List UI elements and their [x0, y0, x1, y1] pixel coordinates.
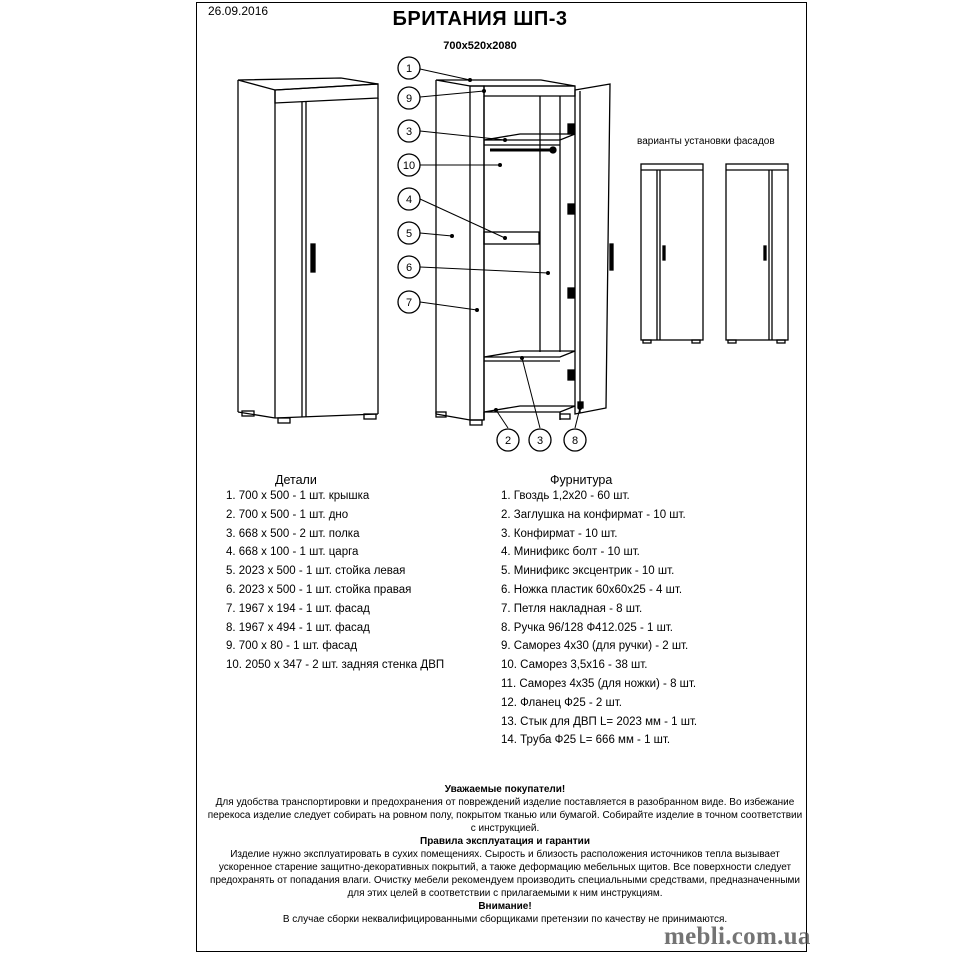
list-item: 4. 668 х 100 - 1 шт. царга [226, 546, 359, 559]
notes-heading-rules: Правила эксплуатация и гарантии [420, 836, 590, 847]
list-item: 10. Саморез 3,5х16 - 38 шт. [501, 659, 648, 672]
list-item: 3. 668 х 500 - 2 шт. полка [226, 527, 360, 540]
product-dimensions: 700х520х2080 [443, 40, 517, 52]
facade-variants-caption: варианты установки фасадов [637, 136, 775, 147]
open-wardrobe-illustration [436, 80, 613, 425]
svg-text:4: 4 [405, 194, 413, 206]
closed-wardrobe-illustration [238, 78, 378, 423]
customer-notes [205, 783, 805, 926]
watermark: mebli.com.ua [664, 923, 811, 950]
document-date: 26.09.2016 [208, 4, 269, 18]
list-item: 11. Саморез 4х35 (для ножки) - 8 шт. [501, 677, 697, 690]
svg-text:8: 8 [571, 435, 579, 447]
details-list [226, 487, 444, 675]
svg-text:2: 2 [504, 435, 512, 447]
svg-text:3: 3 [405, 126, 413, 138]
callout-3-bottom [529, 429, 551, 451]
facade-variant-left-narrow [726, 164, 788, 343]
list-item: 4. Минификс болт - 10 шт. [501, 546, 640, 559]
svg-text:10: 10 [402, 160, 416, 172]
list-item: 10. 2050 х 347 - 2 шт. задняя стенка ДВП [226, 659, 445, 672]
list-item: 8. Ручка 96/128 Ф412.025 - 1 шт. [501, 621, 673, 634]
list-item: 12. Фланец Ф25 - 2 шт. [501, 696, 622, 709]
list-item: 6. Ножка пластик 60х60х25 - 4 шт. [501, 583, 683, 596]
list-item: 5. Минификс эксцентрик - 10 шт. [501, 565, 675, 578]
callout-6 [398, 256, 420, 278]
assembly-drawing [0, 0, 960, 470]
notes-heading-attention: Внимание! [478, 901, 532, 912]
callout-7 [398, 291, 420, 313]
callout-3-top [398, 120, 420, 142]
callout-1 [398, 57, 420, 79]
details-title: Детали [275, 473, 317, 487]
svg-text:7: 7 [405, 297, 413, 309]
hardware-title: Фурнитура [550, 473, 613, 487]
list-item: 9. 700 х 80 - 1 шт. фасад [226, 640, 358, 653]
notes-paragraph-assembly: Для удобства транспортировки и предохранения от повреждений изделие поставляется в разобранном виде. Во избежание перекоса изделие следует собирать на ровном полу, покрытом тканью или бумагой. Собирайте изделие в точном соответствии с инструкцией. [207, 797, 803, 834]
svg-text:5: 5 [405, 228, 413, 240]
list-item: 14. Труба Ф25 L= 666 мм - 1 шт. [501, 734, 671, 747]
callout-markers [398, 57, 586, 451]
callout-leaders [420, 69, 580, 428]
callout-5 [398, 222, 420, 244]
callout-2 [497, 429, 519, 451]
callout-4 [398, 188, 420, 210]
callout-10 [398, 154, 420, 176]
list-item: 7. 1967 х 194 - 1 шт. фасад [226, 602, 370, 615]
list-item: 2. Заглушка на конфирмат - 10 шт. [501, 508, 686, 521]
facade-variant-right-narrow [641, 164, 703, 343]
svg-text:1: 1 [405, 63, 413, 75]
document-title: БРИТАНИЯ ШП-3 [392, 8, 568, 30]
list-item: 5. 2023 х 500 - 1 шт. стойка левая [226, 565, 406, 578]
list-item: 9. Саморез 4х30 (для ручки) - 2 шт. [501, 640, 689, 653]
svg-text:6: 6 [405, 262, 413, 274]
list-item: 2. 700 х 500 - 1 шт. дно [226, 508, 349, 521]
list-item: 1. 700 х 500 - 1 шт. крышка [226, 490, 370, 502]
list-item: 1. Гвоздь 1,2х20 - 60 шт. [501, 490, 630, 502]
svg-text:3: 3 [536, 435, 544, 447]
list-item: 3. Конфирмат - 10 шт. [501, 527, 618, 540]
notes-paragraph-warning: В случае сборки неквалифицированными сборщиками претензии по качеству не принимаются. [282, 914, 728, 925]
notes-heading-customers: Уважаемые покупатели! [444, 784, 566, 795]
callout-9 [398, 87, 420, 109]
list-item: 8. 1967 х 494 - 1 шт. фасад [226, 621, 370, 634]
callout-8 [564, 429, 586, 451]
list-item: 6. 2023 х 500 - 1 шт. стойка правая [226, 583, 412, 596]
list-item: 7. Петля накладная - 8 шт. [501, 602, 643, 615]
notes-paragraph-operation: Изделие нужно эксплуатировать в сухих помещениях. Сырость и близость расположения источников тепла вызывает ускоренное старение защитно-декоративных покрытий, а также деформацию мебельных щитов. Все поверхности следует предохранять от попадания влаги. Очистку мебели рекомендуем производить специальными средствами, предназначенными для этих целей в соответствии с прилагаемыми к ним инструкциям. [210, 849, 800, 899]
list-item: 13. Стык для ДВП L= 2023 мм - 1 шт. [501, 715, 698, 728]
hardware-list [501, 487, 697, 750]
svg-text:9: 9 [405, 93, 413, 105]
